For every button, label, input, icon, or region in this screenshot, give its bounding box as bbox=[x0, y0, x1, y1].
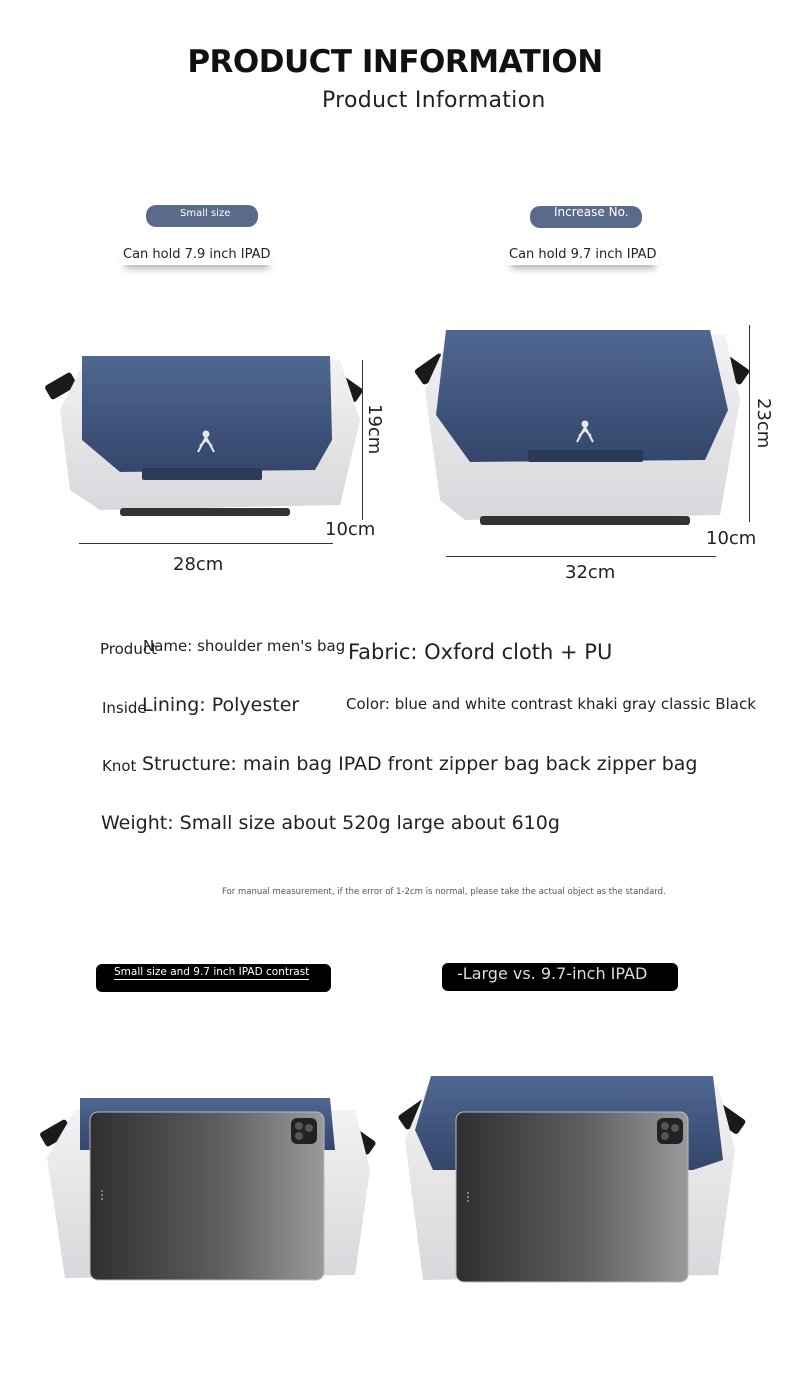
small-bag-image bbox=[40, 340, 370, 530]
small-comparison-label: Small size and 9.7 inch IPAD contrast bbox=[114, 966, 310, 978]
spec-product-name: Name: shoulder men's bag bbox=[143, 637, 346, 655]
small-comparison-badge bbox=[96, 964, 331, 992]
page-subtitle: Product Information bbox=[322, 88, 546, 113]
spec-fabric: Fabric: Oxford cloth + PU bbox=[348, 640, 613, 664]
large-depth-label: 10cm bbox=[706, 528, 757, 549]
spec-structure: Structure: main bag IPAD front zipper bag back zipper bag bbox=[142, 753, 698, 775]
ipad-device bbox=[456, 1112, 688, 1282]
spec-inside-label: Inside bbox=[102, 699, 147, 717]
spec-knot-label: Knot bbox=[102, 757, 137, 775]
small-depth-label: 10cm bbox=[325, 519, 376, 540]
large-capacity-label: Can hold 9.7 inch IPAD bbox=[507, 247, 659, 265]
small-bag-ipad-image bbox=[35, 1090, 380, 1290]
large-bag-image bbox=[410, 320, 755, 535]
large-height-label: 23cm bbox=[753, 398, 774, 449]
ipad-camera-icon bbox=[291, 1118, 317, 1144]
small-height-label: 19cm bbox=[364, 404, 385, 455]
large-bag-ipad-image bbox=[393, 1070, 753, 1290]
ipad-camera-icon bbox=[657, 1118, 683, 1144]
small-width-label: 28cm bbox=[173, 554, 224, 575]
page-title: PRODUCT INFORMATION bbox=[187, 44, 603, 80]
measurement-note: For manual measurement, if the error of 1-2cm is normal, please take the actual object as the standard. bbox=[222, 887, 666, 897]
spec-weight: Weight: Small size about 520g large about 610g bbox=[101, 812, 560, 834]
large-comparison-label: -Large vs. 9.7-inch IPAD bbox=[457, 964, 648, 983]
small-capacity-label: Can hold 7.9 inch IPAD bbox=[121, 247, 273, 265]
ipad-device bbox=[90, 1112, 324, 1280]
small-size-badge: Small size bbox=[146, 205, 258, 227]
spec-lining: Lining: Polyester bbox=[142, 694, 300, 716]
large-width-label: 32cm bbox=[565, 562, 616, 583]
spec-product-label: Product bbox=[100, 640, 157, 658]
large-size-badge: Increase No. bbox=[530, 206, 642, 228]
spec-color: Color: blue and white contrast khaki gray classic Black bbox=[346, 695, 756, 713]
large-comparison-badge bbox=[442, 963, 678, 991]
